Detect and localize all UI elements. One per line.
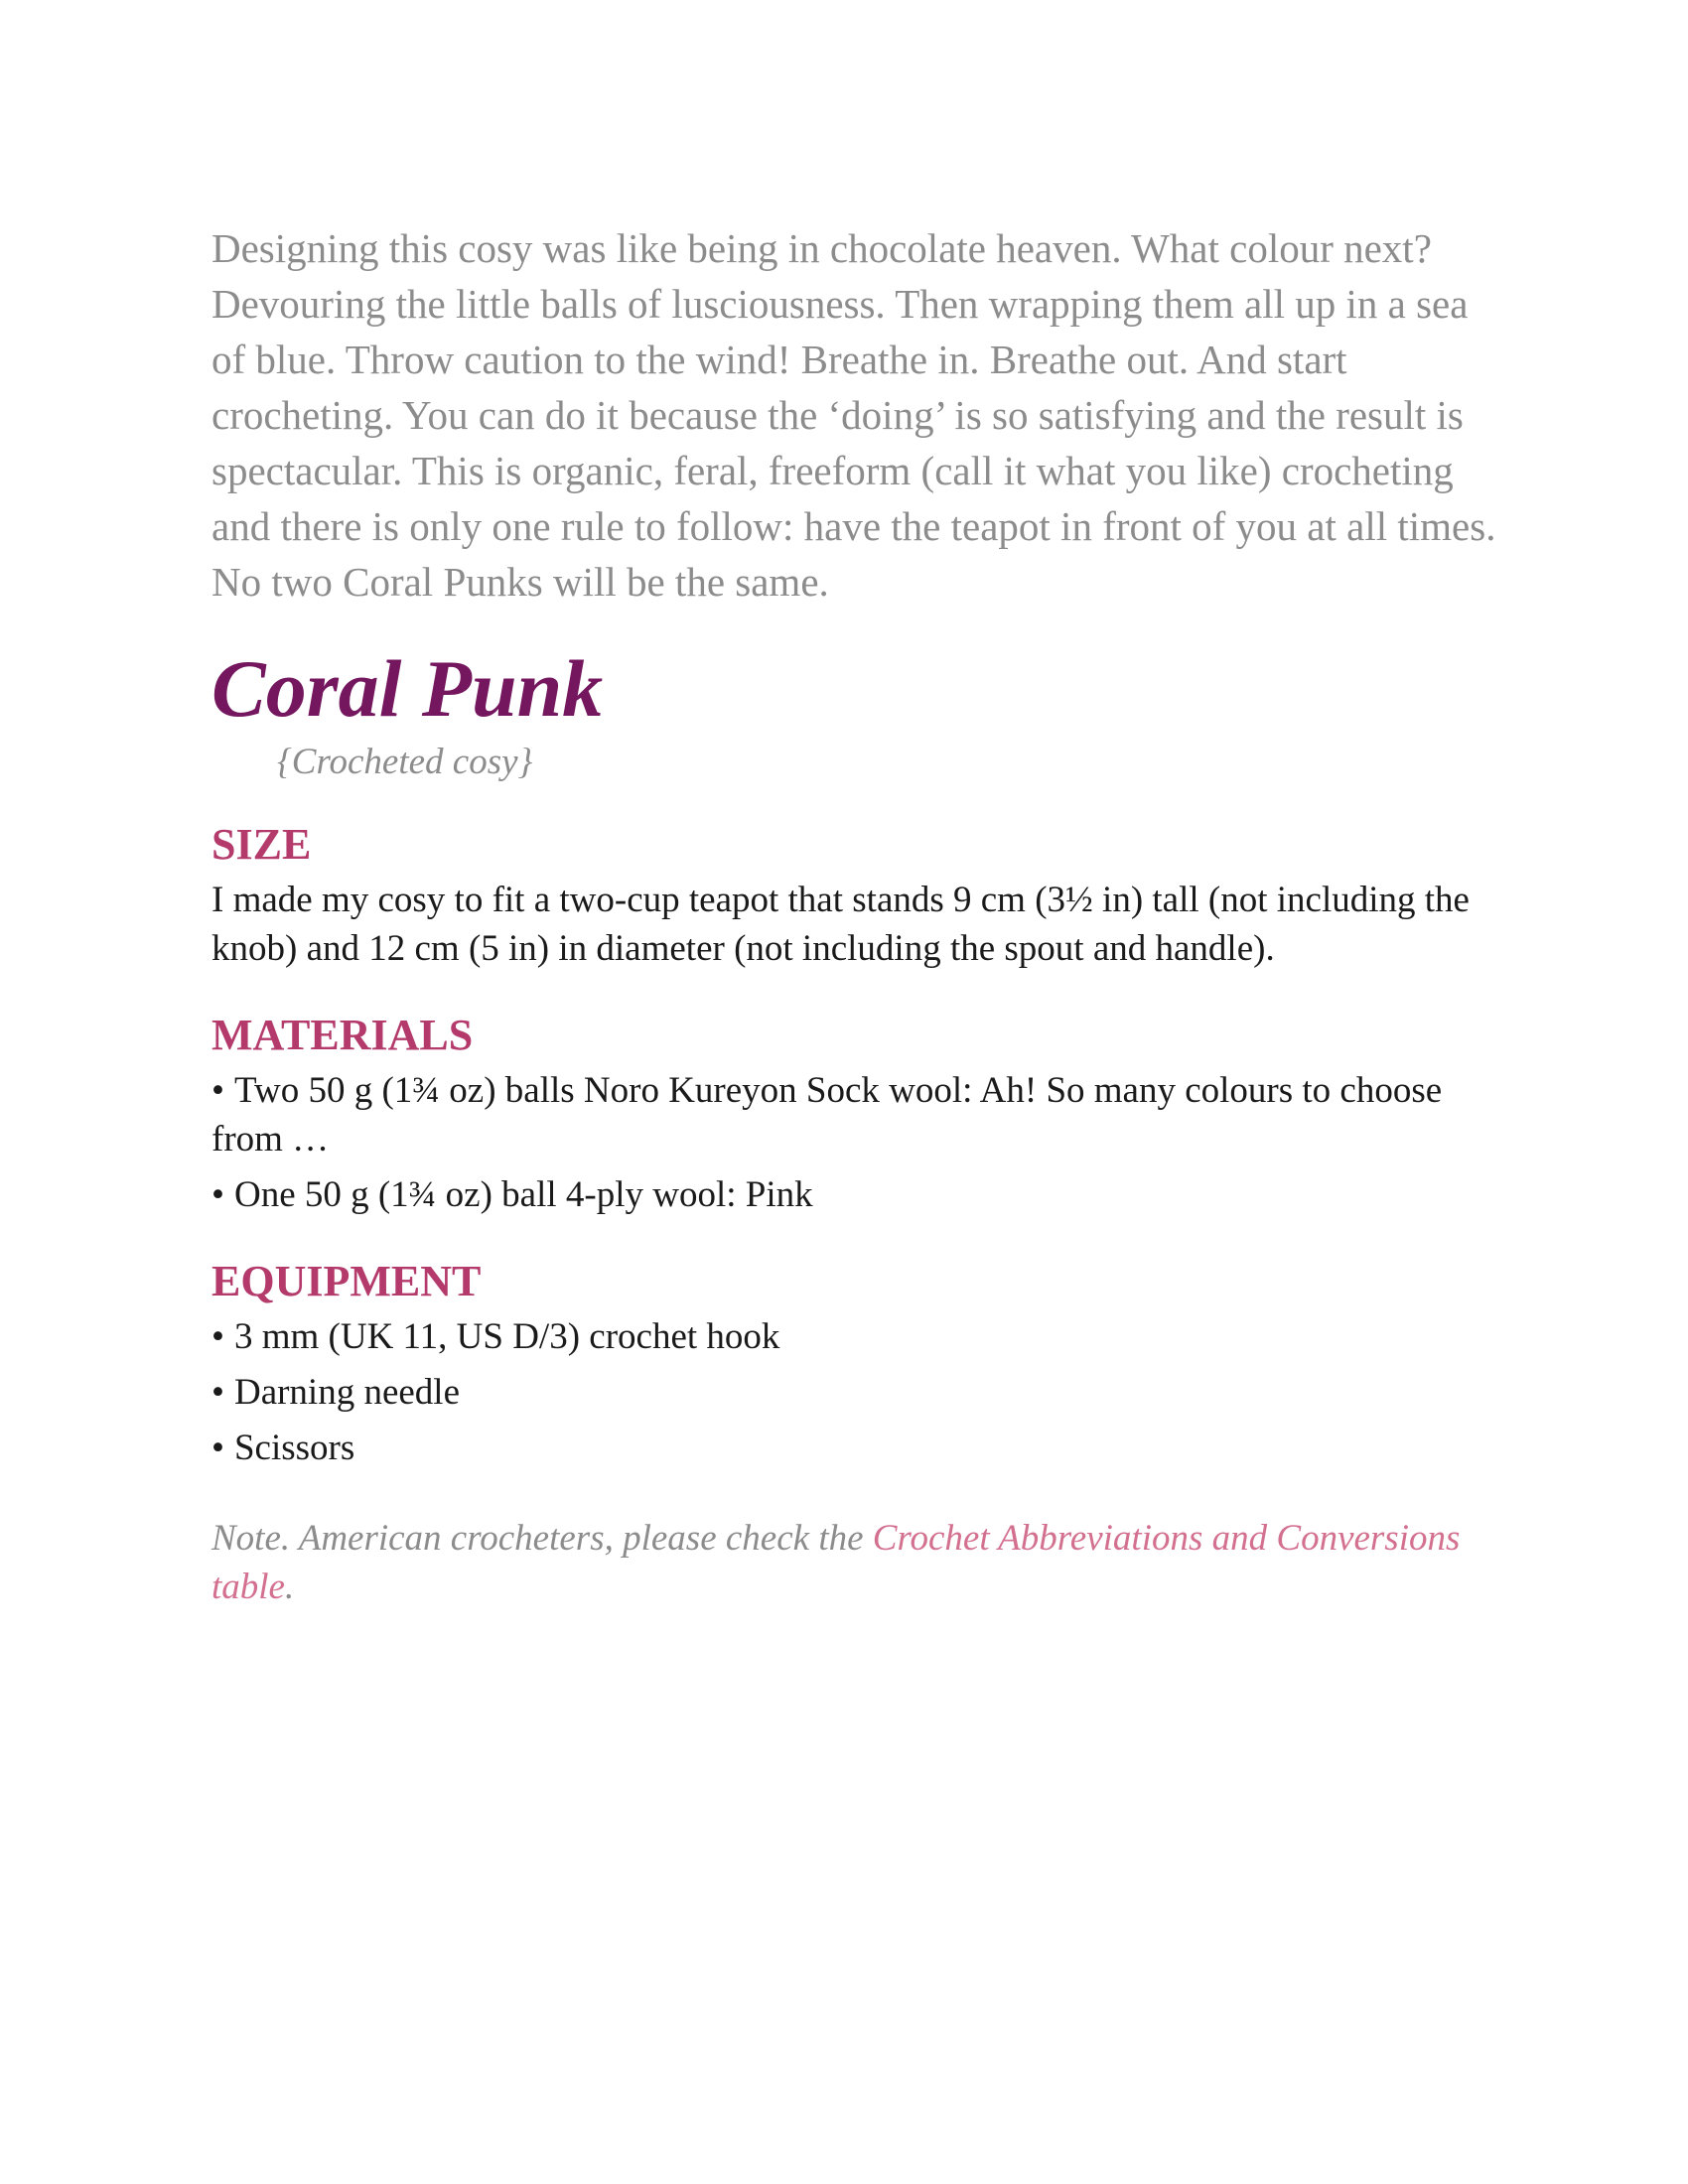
bullet-icon: •	[211, 1372, 224, 1413]
bullet-icon: •	[211, 1316, 224, 1357]
equipment-heading: EQUIPMENT	[211, 1257, 482, 1305]
abbreviations-table-link[interactable]: Crochet Abbreviations and Conversions table	[211, 1518, 1461, 1607]
pattern-title: Coral Punk	[211, 643, 604, 734]
pattern-subtitle: {Crocheted cosy}	[277, 742, 533, 782]
american-crocheters-note	[211, 1514, 1502, 1611]
materials-heading: MATERIALS	[211, 1011, 474, 1059]
bullet-icon: •	[211, 1174, 224, 1215]
size-heading: SIZE	[211, 820, 312, 869]
equipment-item-text: Darning needle	[233, 1372, 461, 1413]
bullet-icon: •	[211, 1428, 224, 1468]
intro-paragraph: Designing this cosy was like being in chocolate heaven. What colour next? Devouring the little balls of lusciousness. Then wrapping them all up in a sea of blue. Throw caution to the wind! Breathe in. Breathe out. And start crocheting. You can do it because the ‘doing’ is so satisfying and the result is spectacular. This is organic, feral, freeform (call it what you like) crocheting and there is only one rule to follow: have the teapot in front of you at all times. No two Coral Punks will be the same.	[211, 225, 1496, 605]
materials-item-text: Two 50 g (1¾ oz) balls Noro Kureyon Sock wool: Ah! So many colours to choose from …	[211, 1070, 1443, 1160]
materials-list	[211, 1066, 1502, 1219]
list-item	[211, 1312, 1502, 1361]
note-prefix: Note. American crocheters, please check the	[211, 1518, 873, 1559]
equipment-list	[211, 1312, 1502, 1472]
bullet-icon: •	[211, 1070, 224, 1111]
materials-item-text: One 50 g (1¾ oz) ball 4-ply wool: Pink	[233, 1174, 813, 1215]
size-text: I made my cosy to fit a two-cup teapot that stands 9 cm (3½ in) tall (not including the knob) and 12 cm (5 in) in diameter (not including the spout and handle).	[211, 880, 1470, 969]
equipment-item-text: 3 mm (UK 11, US D/3) crochet hook	[233, 1316, 780, 1357]
note-suffix: .	[284, 1567, 295, 1607]
list-item	[211, 1368, 1502, 1417]
list-item	[211, 1170, 1502, 1219]
equipment-item-text: Scissors	[233, 1428, 355, 1468]
document-page	[211, 220, 1502, 1611]
list-item	[211, 1066, 1502, 1163]
list-item	[211, 1424, 1502, 1472]
